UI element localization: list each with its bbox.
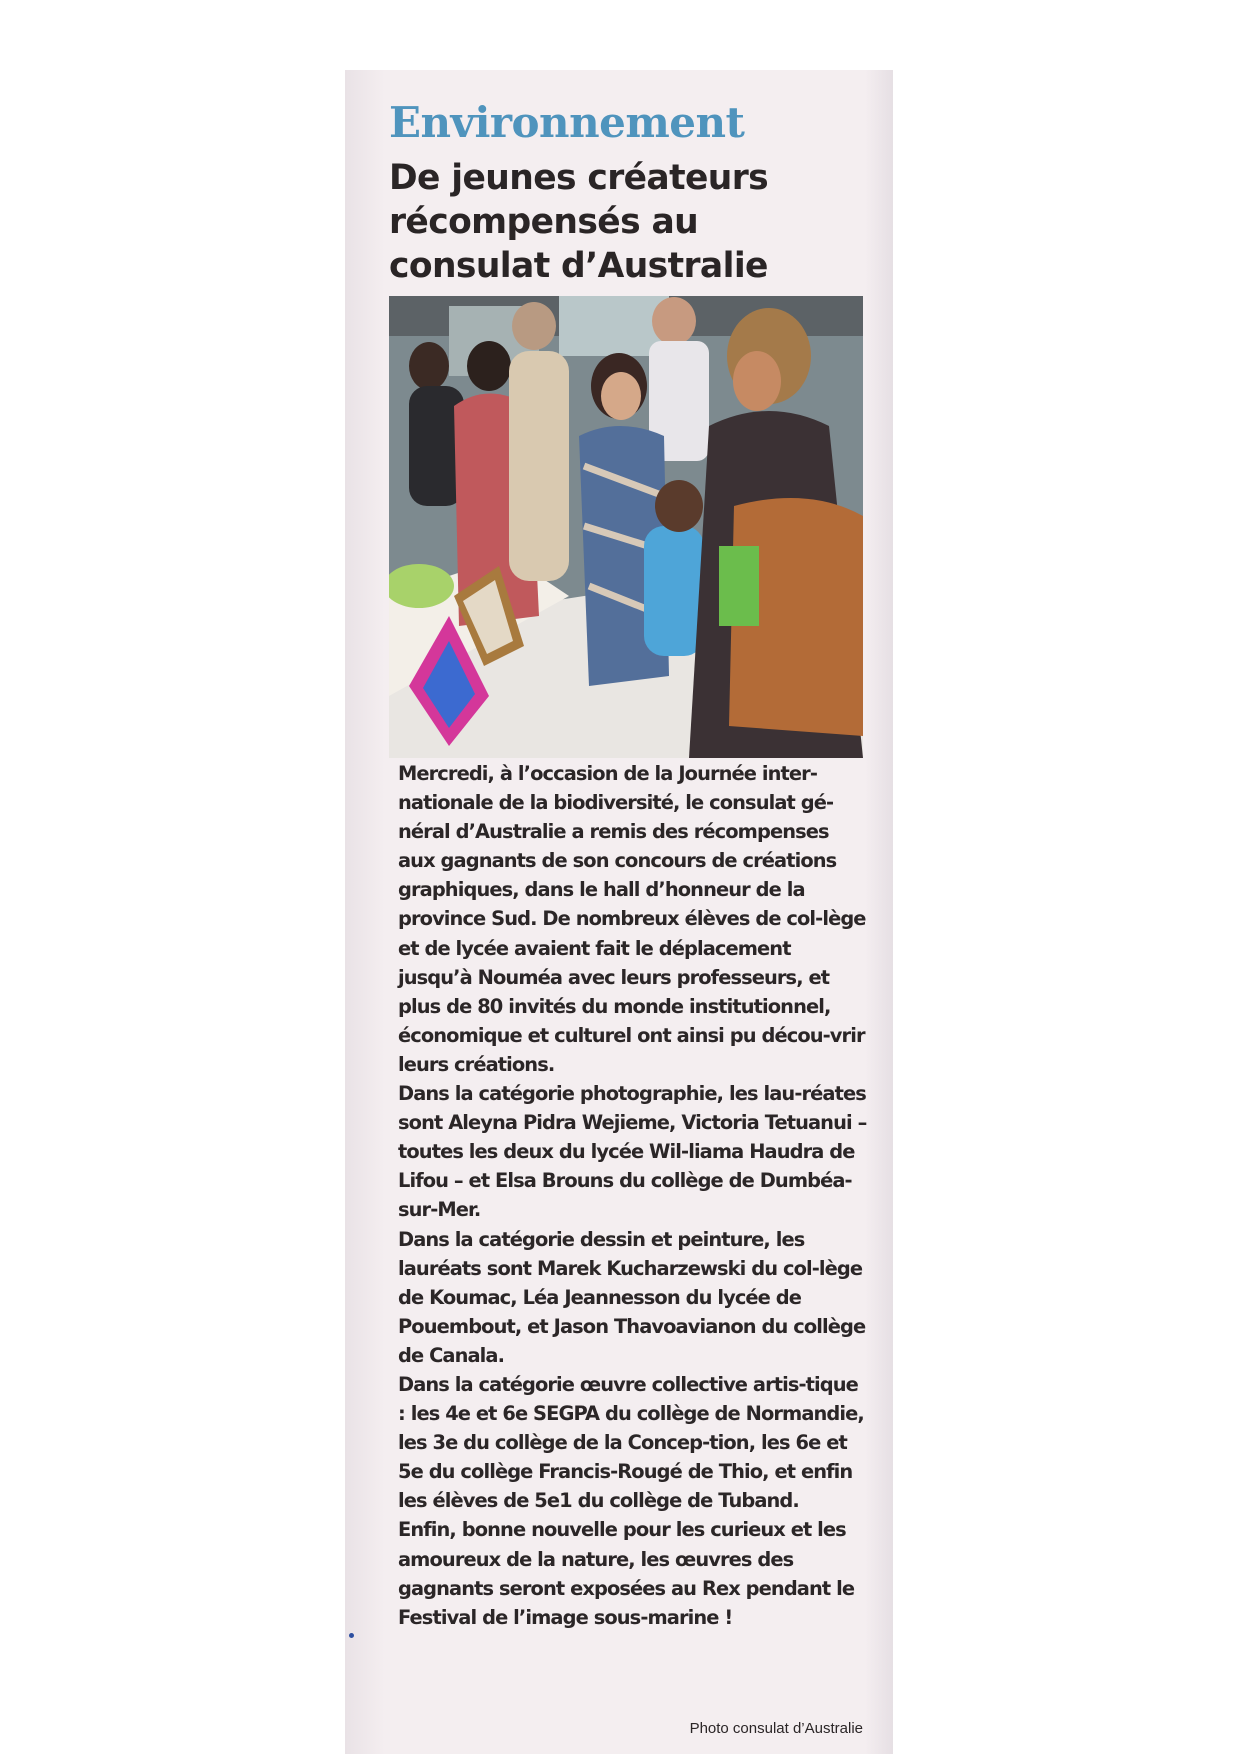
adjacent-column-bleed xyxy=(865,70,893,1754)
body-paragraph: Enfin, bonne nouvelle pour les curieux et les amoureux de la nature, les œuvres des gagnants seront exposées au Rex pendant le Festival de l’image sous-marine ! xyxy=(398,1518,855,1629)
article-body xyxy=(398,759,868,1632)
photo-credit: Photo consulat d’Australie xyxy=(689,1720,863,1737)
adjacent-column-bleed xyxy=(345,70,385,1754)
body-paragraph: Dans la catégorie œuvre collective artis-tique : les 4e et 6e SEGPA du collège de Normandie, les 3e du collège de la Concep-tion, les 6e et 5e du collège Francis-Rougé de Thio, et enfin les élèves de 5e1 du collège de Tuband. xyxy=(398,1372,864,1513)
body-paragraph: Dans la catégorie photographie, les lau-réates sont Aleyna Pidra Wejieme, Victoria Tetuanui – toutes les deux du lycée Wil-liama Haudra de Lifou – et Elsa Brouns du collège de Dumbéa-sur-Mer. xyxy=(398,1082,867,1222)
newspaper-clipping xyxy=(345,70,893,1754)
body-paragraph: Mercredi, à l’occasion de la Journée inter-nationale de la biodiversité, le consulat gé-néral d’Australie a remis des récompenses aux gagnants de son concours de créations graphiques, dans le hall d’honneur de la province Sud. De nombreux élèves de col-lège et de lycée avaient fait le déplacement jusqu’à Nouméa avec leurs professeurs, et plus de 80 invités du monde institutionnel, économique et culturel ont ainsi pu décou-vrir leurs créations. xyxy=(398,762,866,1076)
article-photo xyxy=(389,296,863,758)
section-rubric: Environnement xyxy=(389,98,745,147)
article-headline: De jeunes créateurs récompensés au consulat d’Australie xyxy=(389,158,769,286)
scan-mark xyxy=(349,1633,354,1638)
body-paragraph: Dans la catégorie dessin et peinture, les lauréats sont Marek Kucharzewski du col-lège de Koumac, Léa Jeannesson du lycée de Pouembout, et Jason Thavoavianon du collège de Canala. xyxy=(398,1227,866,1367)
